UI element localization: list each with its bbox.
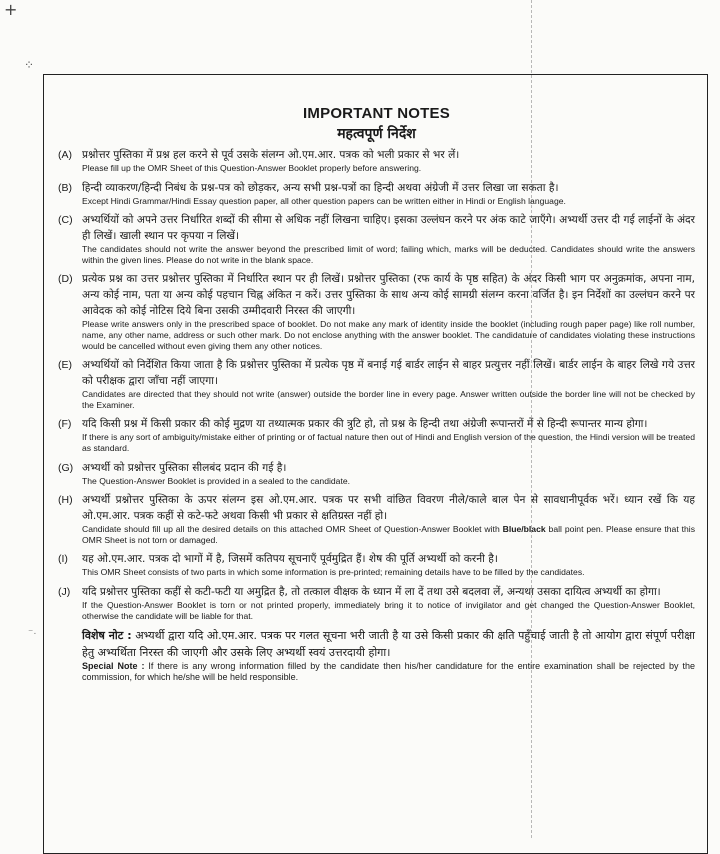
note-tag: (A) — [58, 149, 72, 161]
note-text-english-part: Candidate should fill up all the desired details on this attached OMR Sheet of Question-Answer Booklet with — [82, 524, 503, 535]
note-tag: (F) — [58, 418, 72, 431]
note-text-hindi: प्रत्येक प्रश्न का उत्तर प्रश्नोत्तर पुस्तिका में निर्धारित स्थान पर ही लिखें। प्रश्नोत्तर पुस्तिका (रफ कार्य के पृष्ठ सहित) के अंदर किसी भाग पर अनुक्रमांक, अपना नाम, अन्य कोई नाम, पता या अन्य कोई पहचान चिह्न अंकित न करें। उत्तर पुस्तिका के साथ अन्य कोई सामग्री संलग्न करना वर्जित है। इन निर्देशों का उल्लंघन करने पर आवेदक को कोई नोटिस दिये बिना उसकी उम्मीदवारी निरस्त की जाएगी। — [82, 273, 695, 318]
note-text-english-part: ball point pen. Please ensure that this OMR Sheet is not torn or damaged. — [82, 524, 695, 545]
margin-mark: ⁻· — [28, 628, 37, 639]
special-note-text-english: If there is any wrong information filled by the candidate then his/her candidature for the entire examination shall be rejected by the commission, for which he/she will be held responsible. — [82, 661, 695, 683]
special-note-label-english: Special Note : — [82, 661, 145, 672]
note-text-english: The Question-Answer Booklet is provided in a sealed to the candidate. — [82, 475, 350, 486]
special-note — [82, 627, 695, 683]
page-title-hindi: महत्वपूर्ण निर्देश — [337, 126, 416, 142]
note-text-hindi: प्रश्नोत्तर पुस्तिका में प्रश्न हल करने से पूर्व उसके संलग्न ओ.एम.आर. पत्रक को भली प्रकार से भर लें। — [82, 149, 460, 161]
note-tag: (H) — [58, 494, 73, 507]
special-note-english — [82, 661, 695, 683]
note-i — [58, 551, 695, 578]
note-text-english: This OMR Sheet consists of two parts in which some information is pre-printed; remaining details have to be filled by the candidates. — [82, 567, 585, 578]
note-text-english: Please fill up the OMR Sheet of this Question-Answer Booklet properly before answering. — [82, 163, 422, 173]
note-text-english — [82, 524, 695, 545]
note-text-english: Except Hindi Grammar/Hindi Essay question paper, all other question papers can be written either in Hindi or English language. — [82, 195, 566, 206]
note-text-hindi: यदि किसी प्रश्न में किसी प्रकार की कोई मुद्रण या तथ्यात्मक प्रकार की त्रुटि हो, तो प्रश्न के हिन्दी तथा अंग्रेजी रूपान्तरों में से हिन्दी रूपान्तर मान्य होगा। — [82, 418, 648, 431]
note-j — [58, 584, 695, 621]
note-text-hindi: अभ्यर्थियों को निर्देशित किया जाता है कि प्रश्नोत्तर पुस्तिका में प्रत्येक पृष्ठ में बनाई गई बार्डर लाईन से बाहर प्रत्युत्तर नहीं लिखें। बार्डर लाईन के बाहर लिखे गये उत्तर को परीक्षक द्वारा जाँचा नहीं जाएगा। — [82, 359, 695, 388]
note-text-hindi: यदि प्रश्नोत्तर पुस्तिका कहीं से कटी-फटी या अमुद्रित है, तो तत्काल वीक्षक के ध्यान में ला दें तथा उसे बदलवा लें, अन्यथा उसका दायित्व अभ्यर्थी का होगा। — [82, 585, 661, 598]
note-d — [58, 271, 695, 351]
note-tag: (E) — [58, 359, 72, 372]
note-g — [58, 460, 695, 487]
note-text-hindi: यह ओ.एम.आर. पत्रक दो भागों में है, जिसमें कतिपय सूचनाएँ पूर्वमुद्रित हैं। शेष की पूर्ति अभ्यर्थी को करनी है। — [82, 553, 498, 566]
note-a — [58, 147, 695, 174]
pen-color-emphasis: Blue/black — [502, 524, 546, 535]
note-tag: (I) — [58, 553, 68, 566]
notes-frame — [43, 74, 708, 854]
scan-mark: ⁘ — [24, 58, 35, 72]
note-text-hindi: अभ्यर्थी को प्रश्नोत्तर पुस्तिका सीलबंद प्रदान की गई है। — [82, 461, 287, 474]
note-text-english: The candidates should not write the answer beyond the prescribed limit of word; failing which, marks will be deducted. Candidates should write the answers within the given lines. Please do not write in the blank space. — [82, 244, 695, 265]
page-title: IMPORTANT NOTES — [303, 105, 450, 122]
special-note-label-hindi: विशेष नोट : — [82, 629, 132, 643]
note-tag: (C) — [58, 214, 73, 227]
note-tag: (J) — [58, 585, 71, 598]
note-text-english: Candidates are directed that they should not write (answer) outside the border line in every page. Answer written outside the border line will not be checked by the Examiner. — [82, 389, 695, 410]
note-c — [58, 212, 695, 265]
special-note-text-hindi: अभ्यर्थी द्वारा यदि ओ.एम.आर. पत्रक पर गलत सूचना भरी जाती है या उसे किसी प्रकार की क्षति पहुँचाई जाती है तो आयोग द्वारा संपूर्ण परीक्षा हेतु अभ्यर्थिता निरस्त की जाएगी और उसके लिए अभ्यर्थी स्वयं उत्तरदायी होगा। — [82, 629, 696, 660]
note-f — [58, 416, 695, 453]
note-tag: (B) — [58, 181, 72, 194]
note-text-hindi: हिन्दी व्याकरण/हिन्दी निबंध के प्रश्न-पत्र को छोड़कर, अन्य सभी प्रश्न-पत्रों का हिन्दी अथवा अंग्रेजी में उत्तर लिखा जा सकता है। — [82, 181, 559, 194]
note-tag: (D) — [58, 273, 73, 286]
note-tag: (G) — [58, 461, 74, 474]
note-text-hindi: अभ्यर्थी प्रश्नोत्तर पुस्तिका के ऊपर संलग्न इस ओ.एम.आर. पत्रक पर सभी वांछित विवरण नीले/काले बाल पेन से सावधानीपूर्वक भरें। ध्यान रखें कि यह ओ.एम.आर. पत्रक कहीं से कटे-फटे अथवा किसी भी प्रकार से क्षतिग्रस्त नहीं हो। — [82, 494, 695, 523]
note-b — [58, 180, 695, 207]
crop-mark: + — [4, 0, 18, 19]
note-e — [58, 357, 695, 410]
note-text-hindi: अभ्यर्थियों को अपने उत्तर निर्धारित शब्दों की सीमा से अधिक नहीं लिखना चाहिए। इसका उल्लंघन करने पर अंक काटे जाएँगे। अभ्यर्थी उत्तर दी गई लाईनों के अंदर ही लिखें। खाली स्थान पर कृपया न लिखें। — [82, 214, 695, 243]
note-h — [58, 492, 695, 545]
special-note-hindi — [82, 627, 695, 661]
note-text-english: If there is any sort of ambiguity/mistake either of printing or of factual nature then out of Hindi and English version of the question, the Hindi version will be treated as standard. — [82, 432, 695, 453]
note-text-english: If the Question-Answer Booklet is torn or not printed properly, immediately bring it to notice of invigilator and get changed the Question-Answer Booklet, otherwise the candidate will be liable for that. — [82, 599, 695, 621]
note-text-english: Please write answers only in the prescribed space of booklet. Do not make any mark of identity inside the booklet (including rough paper page) like roll number, name, any other name, address or such other mark. Do not enclose anything with the answer booklet. The candidature of candidates violating these instructions would be cancelled without even giving them any other notices. — [82, 319, 695, 351]
